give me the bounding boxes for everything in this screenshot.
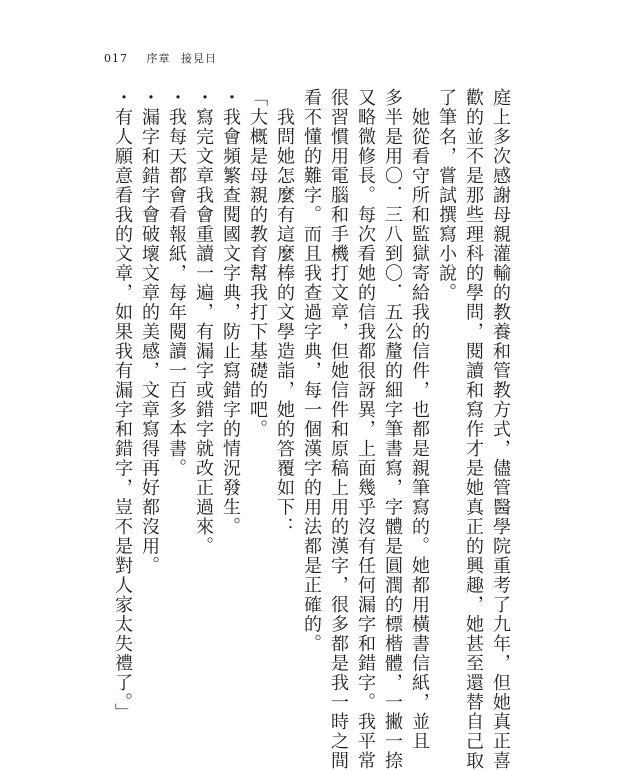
- running-header: [104, 50, 217, 66]
- bullet-item: ・有人願意看我的文章，如果我有漏字和錯字，豈不是對人家太失禮了。」: [112, 88, 133, 723]
- text-column: 又略微修長。每次看她的信我都很訝異，上面幾乎沒有任何漏字和錯字。我平常: [355, 88, 376, 771]
- text-column: 她從看守所和監獄寄給我的信件，也都是親筆寫的。她都用橫書信紙，並且: [409, 88, 430, 751]
- quote-column: 「大概是母親的教育幫我打下基礎的吧。: [247, 88, 268, 439]
- text-column: 了筆名，嘗試撰寫小說。: [436, 88, 457, 303]
- text-column: 我問她怎麼有這麼棒的文學造詣，她的答覆如下：: [274, 88, 295, 537]
- text-column: 看不懂的難字。而且我查過字典，每一個漢字的用法都是正確的。: [301, 88, 322, 654]
- text-column: 歡的並不是那些理科的學問，閱讀和寫作才是她真正的興趣，她甚至還替自己取: [463, 88, 484, 771]
- chapter-title: 接見日: [181, 52, 217, 65]
- bullet-item: ・我會頻繁查閱國文字典，防止寫錯字的情況發生。: [220, 88, 241, 537]
- page-number: 017: [104, 52, 128, 65]
- bullet-item: ・寫完文章我會重讀一遍，有漏字或錯字就改正過來。: [193, 88, 214, 556]
- chapter-label: 序章: [146, 52, 171, 65]
- text-column: 多半是用〇．三八到〇．五公釐的細字筆書寫，字體是圓潤的標楷體，一撇一捺: [382, 88, 403, 771]
- text-column: 庭上多次感謝母親灌輸的教養和管教方式，儘管醫學院重考了九年，但她真正喜: [490, 88, 511, 771]
- text-column: 很習慣用電腦和手機打文章，但她信件和原稿上用的漢字，很多都是我一時之間: [328, 88, 349, 771]
- bullet-item: ・漏字和錯字會破壞文章的美感，文章寫得再好都沒用。: [139, 88, 160, 576]
- body-text: [112, 88, 514, 771]
- bullet-item: ・我每天都會看報紙，每年閱讀一百多本書。: [166, 88, 187, 478]
